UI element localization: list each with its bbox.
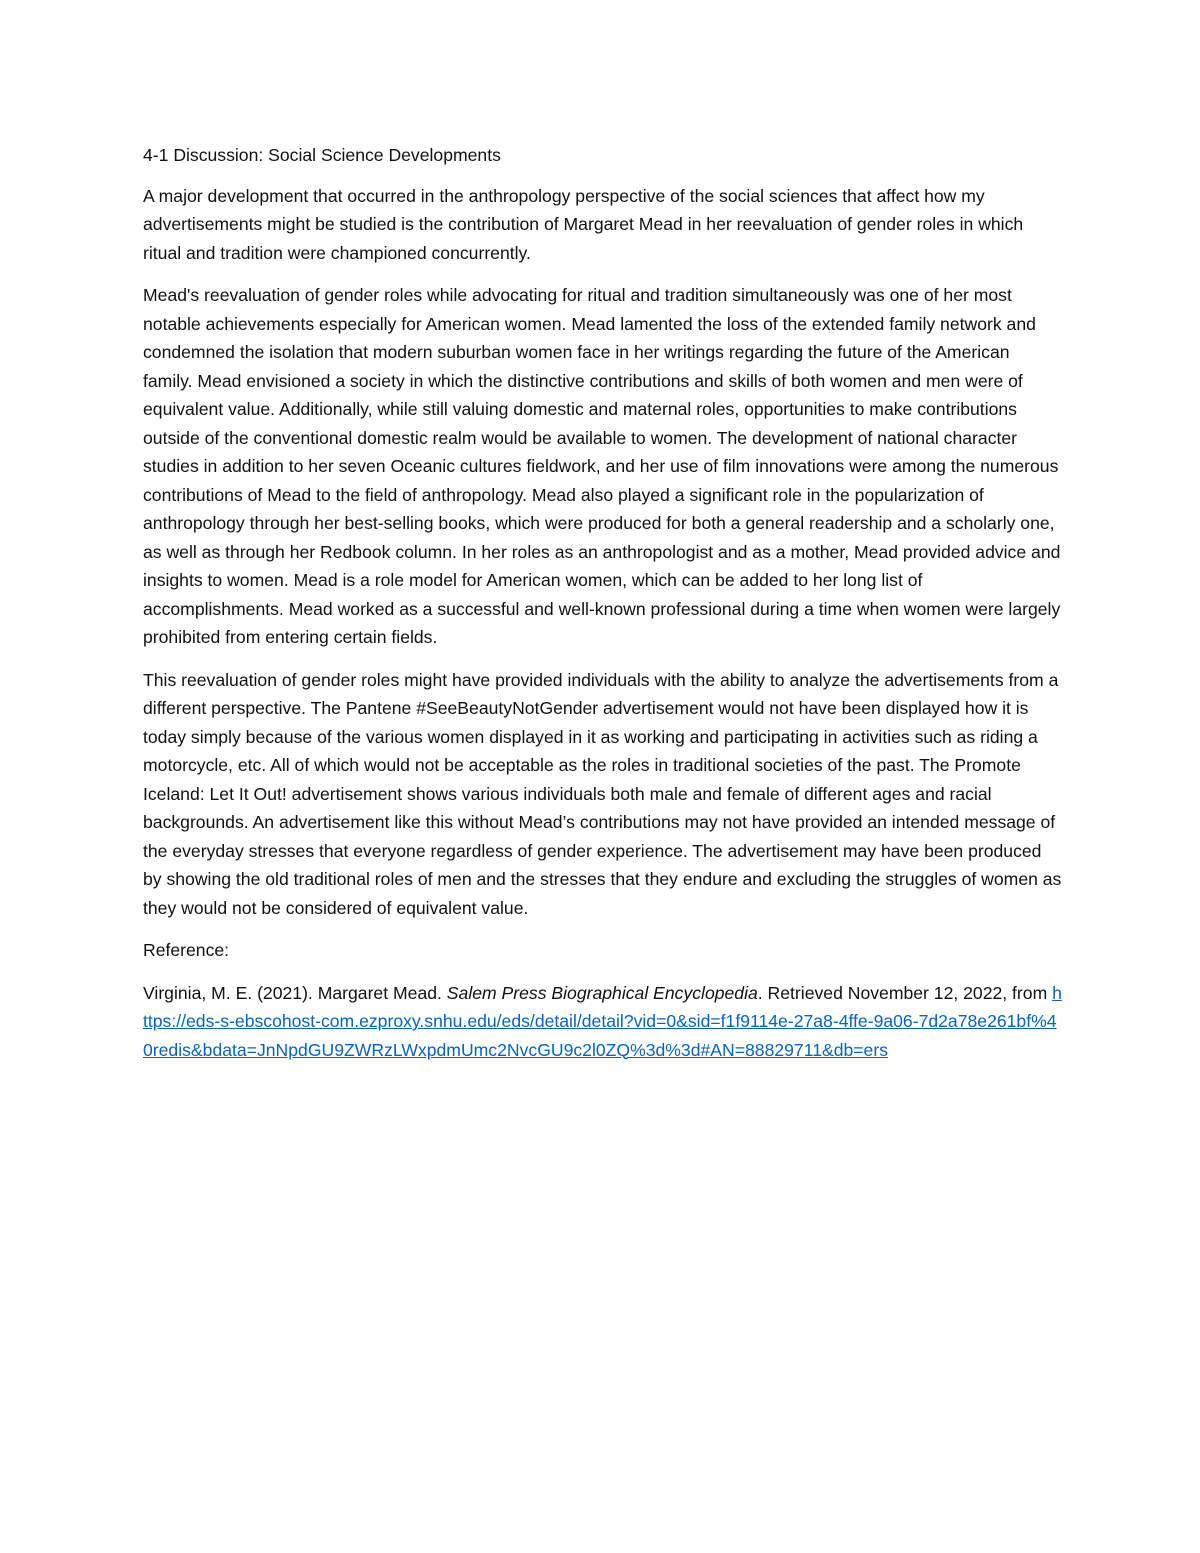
reference-heading: Reference: bbox=[143, 940, 230, 960]
reference-retrieved: . Retrieved November 12, 2022, from bbox=[757, 982, 1053, 1003]
document-title: 4-1 Discussion: Social Science Developments bbox=[143, 145, 501, 165]
reference-source: Salem Press Biographical Encyclopedia bbox=[446, 982, 758, 1003]
paragraph-intro: A major development that occurred in the anthropology perspective of the social sciences that affect how my advertisements might be studied is the contribution of Margaret Mead in her reevaluation of gender roles in which ritual and tradition were championed concurrently. bbox=[143, 185, 1024, 263]
paragraph-advertisement-analysis: This reevaluation of gender roles might have provided individuals with the ability to analyze the advertisements from a different perspective. The Pantene #SeeBeautyNotGender advertisement would not have been displayed how it is today simply because of the various women displayed in it as working and participating in activities such as riding a motorcycle, etc. All of which would not be acceptable as the roles in traditional societies of the past. The Promote Iceland: Let It Out! advertisement shows various individuals both male and female of different ages and racial backgrounds. An advertisement like this without Mead’s contributions may not have provided an intended message of the everyday stresses that everyone regardless of gender experience. The advertisement may have been produced by showing the old traditional roles of men and the stresses that they endure and excluding the struggles of women as they would not be considered of equivalent value. bbox=[143, 669, 1062, 918]
reference-url-link[interactable]: https://eds-s-ebscohost-com.ezproxy.snhu.edu/eds/detail/detail?vid=0&sid=f1f9114e-27a8-4ffe-9a06-7d2a78e261bf%40redis&bdata=JnNpdGU9ZWRzLWxpdmUmc2NvcGU9c2l0ZQ%3d%3d#AN=88829711&db=ers bbox=[143, 982, 1062, 1060]
paragraph-mead-achievements: Mead's reevaluation of gender roles while advocating for ritual and tradition simultaneously was one of her most notable achievements especially for American women. Mead lamented the loss of the extended family network and condemned the isolation that modern suburban women face in her writings regarding the future of the American family. Mead envisioned a society in which the distinctive contributions and skills of both women and men were of equivalent value. Additionally, while still valuing domestic and maternal roles, opportunities to make contributions outside of the conventional domestic realm would be available to women. The development of national character studies in addition to her seven Oceanic cultures fieldwork, and her use of film innovations were among the numerous contributions of Mead to the field of anthropology. Mead also played a significant role in the popularization of anthropology through her best-selling books, which were produced for both a general readership and a scholarly one, as well as through her Redbook column. In her roles as an anthropologist and as a mother, Mead provided advice and insights to women. Mead is a role model for American women, which can be added to her long list of accomplishments. Mead worked as a successful and well-known professional during a time when women were largely prohibited from entering certain fields. bbox=[143, 285, 1061, 647]
reference-author-year: Virginia, M. E. (2021). Margaret Mead. bbox=[143, 982, 447, 1003]
document-body bbox=[143, 141, 1063, 1078]
reference-entry bbox=[143, 979, 1063, 1065]
